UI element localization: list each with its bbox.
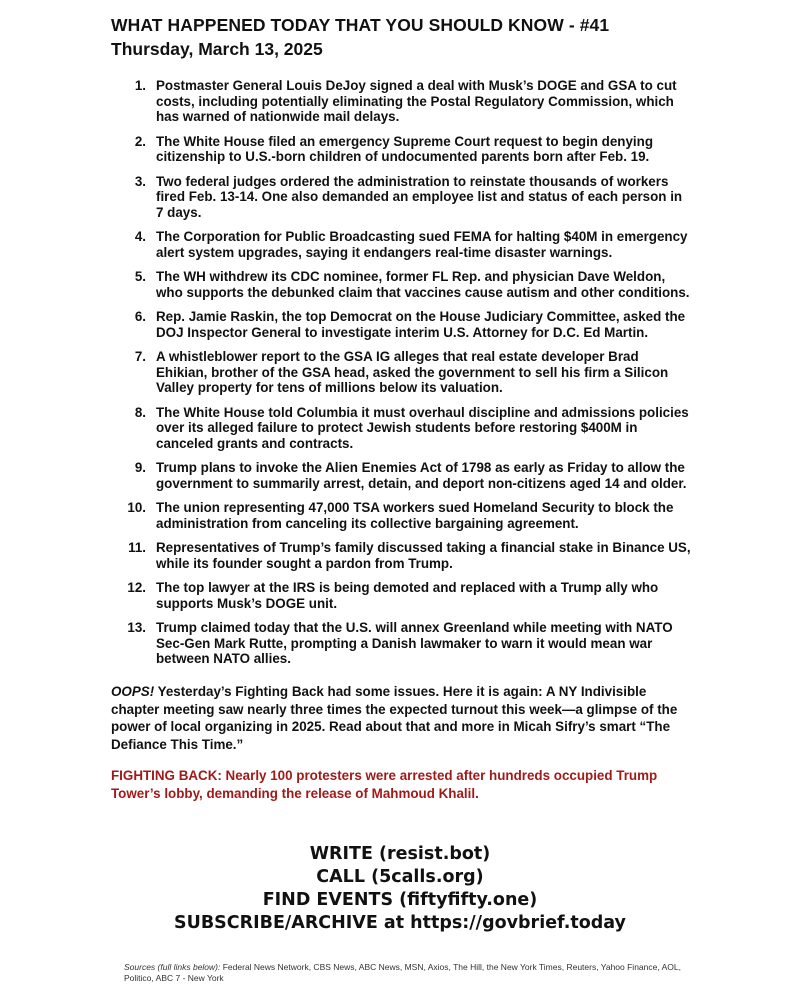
- news-item-number: 3.: [134, 173, 146, 189]
- news-item-number: 1.: [134, 78, 146, 93]
- oops-paragraph: [111, 683, 696, 753]
- news-item: [111, 580, 691, 611]
- news-item: [111, 269, 691, 300]
- news-item-number: 8.: [134, 404, 146, 420]
- cta-write: WRITE (resist.bot): [309, 844, 491, 864]
- news-item-number: 6.: [134, 309, 146, 324]
- news-item-text: Representatives of Trump’s family discussed taking a financial stake in Binance US, while its founder sought a pardon from Trump.: [156, 540, 691, 571]
- news-item: [111, 540, 691, 571]
- news-item-text: The union representing 47,000 TSA workers sued Homeland Security to block the administration from canceling its collective bargaining agreement.: [156, 500, 674, 531]
- sources-label: Sources (full links below):: [124, 962, 221, 972]
- cta-subscribe: SUBSCRIBE/ARCHIVE at https://govbrief.today: [174, 913, 626, 933]
- news-item-number: 10.: [127, 500, 146, 515]
- news-item-number: 9.: [134, 460, 146, 475]
- news-item-text: A whistleblower report to the GSA IG alleges that real estate developer Brad Ehikian, brother of the GSA head, asked the government to sell his firm a Silicon Valley property for tens of millions below its valuation.: [156, 349, 669, 395]
- news-item-text: Postmaster General Louis DeJoy signed a deal with Musk’s DOGE and GSA to cut costs, including potentially eliminating the Postal Regulatory Commission, which has warned of nationwide mail delays.: [156, 78, 677, 124]
- cta-call: CALL (5calls.org): [316, 867, 484, 887]
- news-item-number: 7.: [134, 349, 146, 364]
- news-item-text: Rep. Jamie Raskin, the top Democrat on the House Judiciary Committee, asked the DOJ Inspector General to investigate interim U.S. Attorney for D.C. Ed Martin.: [156, 309, 686, 340]
- news-item: [111, 405, 691, 452]
- news-item: [111, 620, 691, 667]
- news-item: [111, 78, 691, 125]
- sources-list: Federal News Network, CBS News, ABC News, MSN, Axios, The Hill, the New York Times, Reuters, Yahoo Finance, AOL, Politico, ABC 7 - New York: [124, 962, 681, 983]
- news-item: [111, 229, 691, 260]
- cta-find-events: FIND EVENTS (fiftyfifty.one): [262, 890, 538, 910]
- fighting-back-paragraph: FIGHTING BACK: Nearly 100 protesters were arrested after hundreds occupied Trump Tower’s lobby, demanding the release of Mahmoud Khalil.: [111, 768, 658, 801]
- news-item-text: Trump plans to invoke the Alien Enemies Act of 1798 as early as Friday to allow the government to summarily arrest, detain, and deport non-citizens aged 14 and older.: [156, 460, 687, 491]
- news-item: [111, 134, 691, 165]
- news-item-text: The WH withdrew its CDC nominee, former FL Rep. and physician Dave Weldon, who supports the debunked claim that vaccines cause autism and other conditions.: [156, 269, 690, 300]
- news-item: [111, 349, 691, 396]
- news-item-number: 4.: [134, 229, 146, 244]
- news-list: [111, 78, 691, 676]
- page-title: WHAT HAPPENED TODAY THAT YOU SHOULD KNOW - #41: [111, 15, 610, 35]
- news-item: [111, 309, 691, 340]
- news-item: [111, 174, 691, 221]
- news-item-number: 13.: [127, 620, 146, 635]
- news-item-number: 11.: [128, 540, 146, 555]
- news-item-text: Two federal judges ordered the administration to reinstate thousands of workers fired Feb. 13-14. One also demanded an employee list and status of each person in 7 days.: [156, 173, 683, 220]
- news-item-text: The White House filed an emergency Supreme Court request to begin denying citizenship to U.S.-born children of undocumented parents born after Feb. 19.: [156, 133, 654, 164]
- news-item-number: 12.: [127, 580, 146, 595]
- page-date: Thursday, March 13, 2025: [111, 39, 323, 59]
- news-item: [111, 500, 691, 531]
- news-item: [111, 460, 691, 491]
- header: [111, 14, 731, 61]
- oops-lead: OOPS!: [111, 684, 155, 699]
- news-item-text: Trump claimed today that the U.S. will annex Greenland while meeting with NATO Sec-Gen Mark Rutte, prompting a Danish lawmaker to warn it would mean war between NATO allies.: [156, 620, 673, 666]
- news-item-text: The Corporation for Public Broadcasting sued FEMA for halting $40M in emergency alert system upgrades, saying it endangers real-time disaster warnings.: [156, 229, 688, 260]
- sources: [124, 962, 684, 984]
- news-item-text: The White House told Columbia it must overhaul discipline and admissions policies over its alleged failure to protect Jewish students before restoring $400M in canceled grants and contracts.: [156, 404, 689, 451]
- call-to-action: [0, 843, 800, 935]
- news-item-number: 5.: [134, 269, 146, 284]
- news-item-number: 2.: [134, 133, 146, 149]
- oops-text: Yesterday’s Fighting Back had some issues. Here it is again: A NY Indivisible chapter meeting saw nearly three times the expected turnout this week—a glimpse of the power of local organizing in 2025. Read about that and more in Micah Sifry’s smart “The Defiance This Time.”: [111, 684, 678, 752]
- news-item-text: The top lawyer at the IRS is being demoted and replaced with a Trump ally who supports Musk’s DOGE unit.: [156, 580, 659, 611]
